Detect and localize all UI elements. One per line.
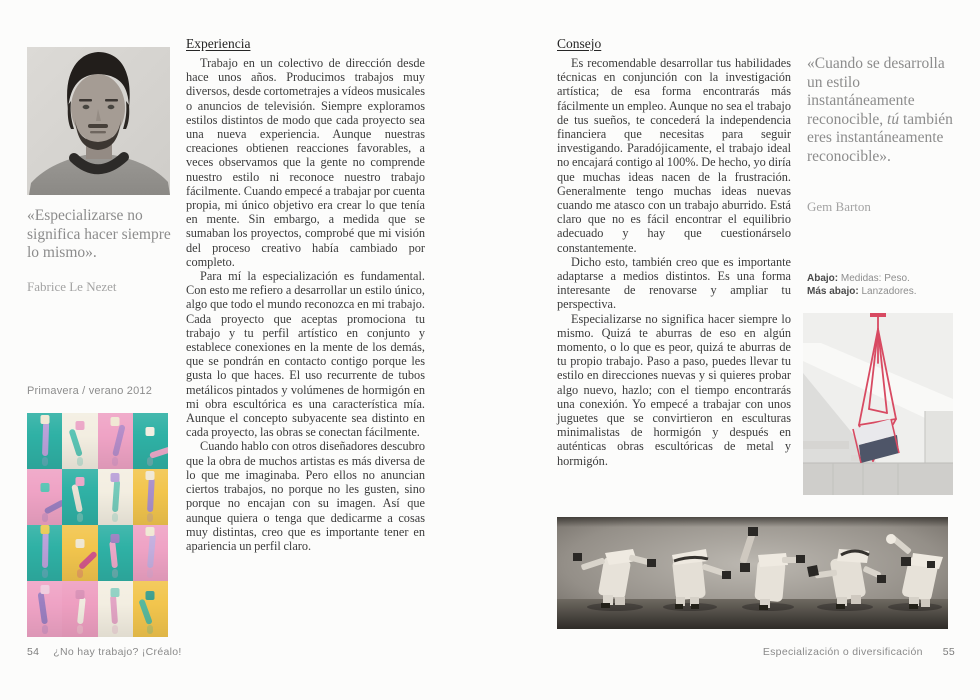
grid-figure-cap <box>40 585 49 594</box>
pull-quote-right-prefix: «Cuando se desarrolla un estilo instantáneamente reconocible, <box>807 55 945 128</box>
grid-figure <box>37 592 47 625</box>
grid-figure-cap <box>111 473 120 482</box>
grid-figure-reflection <box>112 457 118 466</box>
article-heading-right: Consejo <box>557 36 602 51</box>
grid-figure-reflection <box>112 625 118 634</box>
grid-figure-cap <box>146 591 155 600</box>
grid-figure <box>147 534 156 568</box>
page-number-left: 54 <box>27 646 40 658</box>
grid-cell <box>133 469 168 525</box>
grid-cell <box>98 525 133 581</box>
grid-figure <box>110 595 118 624</box>
grid-cell <box>27 469 62 525</box>
grid-figure-cap <box>146 427 155 436</box>
grid-cell <box>133 413 168 469</box>
grid-figure <box>78 551 98 571</box>
caption-line <box>807 272 962 285</box>
grid-cell <box>62 413 97 469</box>
grid-figure-cap <box>111 588 120 597</box>
quote-attribution-left: Fabrice Le Nezet <box>27 279 117 294</box>
grid-figure-cap <box>146 527 155 536</box>
grid-figure-cap <box>111 417 120 426</box>
grid-figure-reflection <box>77 513 83 522</box>
season-label: Primavera / verano 2012 <box>27 385 153 397</box>
grid-figure-cap <box>75 477 84 486</box>
article-paragraph: Trabajo en un colectivo de dirección desde hace unos años. Producimos trabajos muy diversos, desde cortometrajes a vídeos musicales o anuncios de televisión. Siempre exploramos estilos distintos de modo que cada proyecto sea una nueva experiencia. Aunque nuestras creaciones obtienen reacciones favorables, a veces observamos que la gente no comprende nuestro estilo ni reconoce nuestro trabajo fácilmente. Cuando empecé a trabajar por cuenta propia, mi único objetivo era crear lo que tenía en mente. Sin embargo, a medida que se sumaban los proyectos, comprobé que mi visión del proceso creativo había cambiado por completo. <box>186 56 425 269</box>
throwers-photo-graphic <box>557 517 948 629</box>
article-right <box>557 36 791 468</box>
grid-figure <box>149 446 168 459</box>
grid-figure-cap <box>40 525 49 534</box>
footer-title-right: Especialización o diversificación <box>762 646 923 658</box>
portrait-photo-graphic <box>27 47 170 195</box>
article-paragraph: Es recomendable desarrollar tus habilidades técnicas en conjunción con la investigación artística; de esa forma encontrarás más fácilmente un empleo. Aunque no sea el trabajo de tus sueños, te concederá la independencia financiera que necesitas para seguir investigando. Paradójicamente, el trabajo ideal no encajará contigo al 100%. De hecho, yo diría que muchas ideas nacen de la frustración. Generalmente tengo muchas ideas nuevas cuando me atasco con un trabajo aburrido. Está claro que no es fácil encontrar el equilibrio adecuado y hay que cuestionárselo constantemente. <box>557 56 791 255</box>
article-paragraph: Especializarse no significa hacer siempre lo mismo. Quizá te aburras de eso en algún momento, o lo que es peor, quizá te aburras de tu propio trabajo. Paso a paso, puedes llevar tu estilo en direcciones nuevas y si quieres probar algo nuevo, hazlo; con el tiempo encontrarás una conexión. Yo empecé a trabajar con unos juguetes que se convirtieron en esculturas minimalistas de hormigón y después en auténticas obras escultóricas de metal y hormigón. <box>557 311 791 468</box>
grid-figure-reflection <box>147 513 153 522</box>
sculpture-photo <box>803 313 953 495</box>
grid-figure-reflection <box>42 569 48 578</box>
grid-figure <box>147 478 155 512</box>
page-number-right: 55 <box>942 646 955 658</box>
grid-figure-reflection <box>42 457 48 466</box>
grid-cell <box>27 525 62 581</box>
grid-cell <box>133 581 168 637</box>
grid-cell <box>62 581 97 637</box>
grid-figure-reflection <box>77 625 83 634</box>
grid-cell <box>27 413 62 469</box>
grid-cell <box>133 525 168 581</box>
article-paragraph: Cuando hablo con otros diseñadores descubro que la obra de muchos artistas es más diversa de lo que me imaginaba. Pero ellos no anuncian ciertos trabajos, no porque no les gusten, sino porque no encajan con su imagen. Así que aunque quiera o tenga que dedicarme a cosas muy distintas, creo que es importante tener en apariencia un perfil claro. <box>186 439 425 553</box>
footer-right <box>557 646 955 658</box>
grid-figure-reflection <box>77 569 83 578</box>
grid-figure <box>109 541 118 568</box>
grid-figure <box>42 422 49 456</box>
grid-figure-reflection <box>112 569 118 578</box>
grid-figure-reflection <box>147 625 153 634</box>
grid-cell <box>27 581 62 637</box>
pull-quote-right-italic: tú <box>887 110 900 128</box>
pull-quote-right <box>807 55 962 167</box>
caption-text: Lanzadores. <box>858 286 917 297</box>
grid-figure <box>43 499 62 515</box>
grid-cell <box>98 581 133 637</box>
article-heading-left: Experiencia <box>186 36 251 51</box>
grid-figure-cap <box>75 421 84 430</box>
grid-cell <box>62 525 97 581</box>
pull-quote-right-suffix: también eres instantáneamente reconocible». <box>807 110 953 165</box>
article-paragraph: Dicho esto, también creo que es importante adaptarse a medios distintos. Es una forma interesante de renovarse y ampliar tu perspectiva. <box>557 254 791 312</box>
grid-figure <box>139 599 154 625</box>
grid-cell <box>98 413 133 469</box>
article-paragraph: Para mí la especialización es fundamental. Con esto me refiero a desarrollar un estilo único, algo que todo el mundo reconozca en mi trabajo. Cada proyecto que aceptas promociona tu trabajo y tu perfil artístico en conjunto y establece conexiones en la mente de los demás, que se pondrán en contacto contigo porque les gusta lo que haces. El uso recurrente de tubos metálicos pintados y volúmenes de hormigón en mi obra escultórica es una característica mía. Aunque el concepto subyacente sea distinto en cada proyecto, las obras se conectan fácilmente. <box>186 269 425 440</box>
grid-figure-reflection <box>77 457 83 466</box>
grid-photo <box>27 413 168 637</box>
grid-figure-cap <box>111 534 120 543</box>
grid-figure-reflection <box>147 457 153 466</box>
grid-cell <box>98 469 133 525</box>
article-left <box>186 36 425 553</box>
caption-text: Medidas: Peso. <box>838 273 910 284</box>
grid-figure <box>68 428 82 456</box>
grid-figure-cap <box>146 471 155 480</box>
grid-figure-reflection <box>147 569 153 578</box>
quote-attribution-right: Gem Barton <box>807 199 871 214</box>
grid-figure <box>112 480 120 512</box>
pull-quote-left: «Especializarse no significa hacer siempre lo mismo». <box>27 207 171 262</box>
grid-figure <box>71 484 83 513</box>
grid-figure-cap <box>75 539 84 548</box>
grid-figure-cap <box>40 415 49 424</box>
footer-title-left: ¿No hay trabajo? ¡Créalo! <box>53 646 182 658</box>
grid-figure <box>77 597 86 624</box>
caption-label: Abajo: <box>807 273 839 284</box>
grid-figure-reflection <box>42 625 48 634</box>
grid-figure <box>42 532 49 568</box>
grid-figure-cap <box>40 483 49 492</box>
grid-figure-reflection <box>42 513 48 522</box>
caption-line <box>807 285 962 298</box>
caption-label: Más abajo: <box>807 286 859 297</box>
grid-figure-reflection <box>112 513 118 522</box>
image-captions <box>807 272 962 298</box>
grid-cell <box>62 469 97 525</box>
throwers-photo <box>557 517 948 629</box>
grid-figure <box>112 424 126 457</box>
footer-left <box>27 646 182 658</box>
grid-figure-cap <box>75 590 84 599</box>
sculpture-photo-graphic <box>803 313 953 495</box>
portrait-photo <box>27 47 170 195</box>
